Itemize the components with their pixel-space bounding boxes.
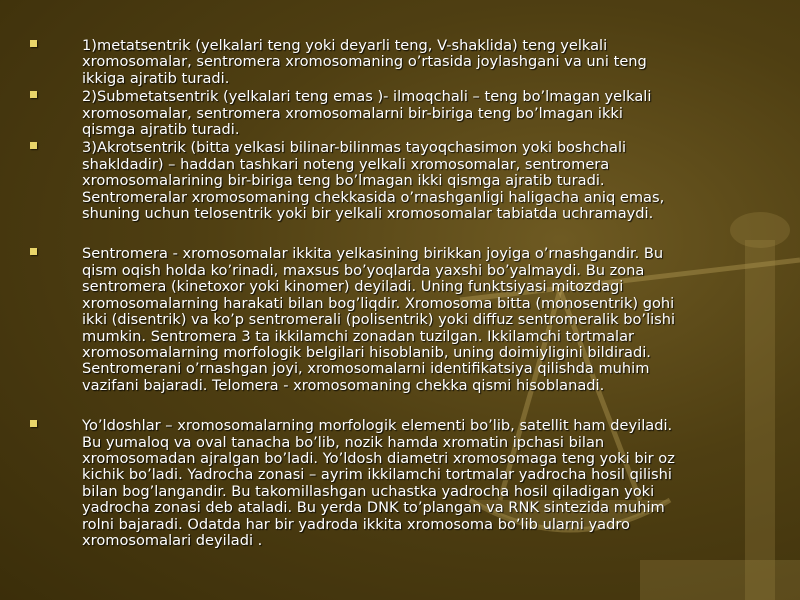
bullet-item-metatsentrik	[30, 38, 770, 87]
bullet-square-icon	[30, 91, 37, 98]
bullet-text: 1)metatsentrik (yelkalari teng yoki deyarli teng, V-shaklida) teng yelkali xromosomalar, sentromera xromosomaning o’rtasida joylashgani va uni teng ikkiga ajratib turadi.	[82, 37, 647, 87]
bullet-item-yoldoshlar	[30, 418, 770, 549]
bullet-item-submetatsentrik	[30, 89, 770, 138]
slide-content	[30, 38, 770, 549]
bullet-text: Yo’ldoshlar – xromosomalarning morfologik elementi bo’lib, satellit ham deyiladi. Bu yumaloq va oval tanacha bo’lib, nozik hamda xromatin ipchasi bilan xromosomadan ajralgan bo’ladi. Yo’ldosh diametri xromosomaga teng yoki bir oz kichik bo’ladi. Yadrocha zonasi – ayrim ikkilamchi tortmalar yadrocha hosil qilishi bilan bog’langandir. Bu takomillashgan uchastka yadrocha hosil qiladigan yoki yadrocha zonasi deb ataladi. Bu yerda DNK to’plangan va RNK sintezida muhim rolni bajaradi. Odatda har bir yadroda ikkita xromosoma bo’lib ularni yadro xromosomalari deyiladi .	[82, 417, 675, 549]
bullet-square-icon	[30, 248, 37, 255]
bullet-text: 2)Submetatsentrik (yelkalari teng emas )- ilmoqchali – teng bo’lmagan yelkali xromosomalar, sentromera xromosomalarni bir-biriga teng bo’lmagan ikki qismga ajratib turadi.	[82, 88, 652, 139]
bullet-square-icon	[30, 142, 37, 149]
bullet-text: 3)Akrotsentrik (bitta yelkasi bilinar-bilinmas tayoqchasimon yoki boshchali shakldadir) – haddan tashkari noteng yelkali xromosomalar, sentromera xromosomalarining bir-biriga teng bo’lmagan ikki qismga ajratib turadi. Sentromeralar xromosomaning chekkasida o’rnashganligi haligacha aniq emas, shuning uchun telosentrik yoki bir yelkali xromosomalar tabiatda uchramaydi.	[82, 139, 665, 223]
bullet-item-akrotsentrik	[30, 140, 770, 222]
bullet-text: Sentromera - xromosomalar ikkita yelkasining birikkan joyiga o’rnashgandir. Bu qism oqish holda ko’rinadi, maxsus bo’yoqlarda yaxshi bo’yalmaydi. Bu zona sentromera (kinetoxor yoki kinomer) deyiladi. Uning funktsiyasi mitozdagi xromosomalarning harakati bilan bog’liqdir. Xromosoma bitta (monosentrik) gohi ikki (disentrik) va ko’p sentromerali (polisentrik) yoki diffuz sentromeralik bo’lishi mumkin. Sentromera 3 ta ikkilamchi zonadan tuzilgan. Ikkilamchi tortmalar xromosomalarning morfologik belgilari hisoblanib, uning doimiyligini bildiradi. Sentromerani o’rnashgan joyi, xromosomalarni identifikatsiya qilishda muhim vazifani bajaradi. Telomera - xromosomaning chekka qismi hisoblanadi.	[82, 245, 676, 394]
bullet-square-icon	[30, 420, 37, 427]
bullet-item-sentromera	[30, 246, 770, 394]
bullet-square-icon	[30, 40, 37, 47]
